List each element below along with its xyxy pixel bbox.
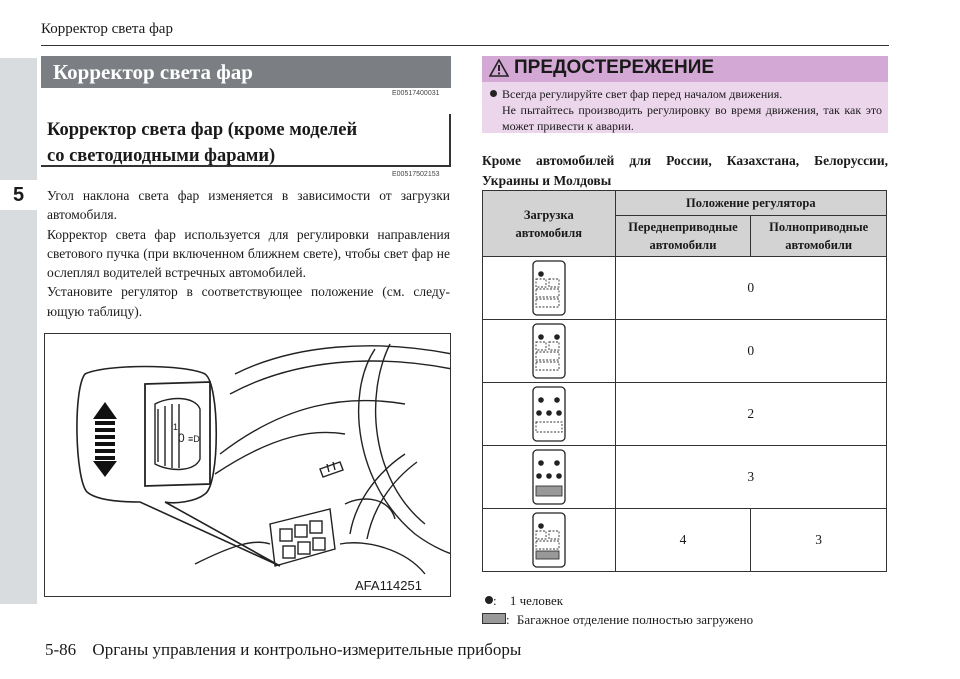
updown-arrow-icon bbox=[93, 402, 117, 477]
body-text bbox=[47, 186, 450, 321]
load-cell bbox=[483, 383, 616, 446]
warning-line2: Не пытайтесь производить регулировку во время движения, так как это может привести к аварии. bbox=[502, 103, 882, 133]
legend-person-text: 1 человек bbox=[509, 593, 564, 608]
warning-text bbox=[490, 86, 882, 134]
load-table bbox=[482, 190, 887, 572]
table-row bbox=[483, 509, 887, 572]
legend-person bbox=[482, 593, 563, 609]
load-cell bbox=[483, 257, 616, 320]
page-footer bbox=[45, 640, 521, 660]
position-value: 0 bbox=[615, 257, 886, 320]
person-dot-icon bbox=[485, 596, 493, 604]
page-number: 5-86 bbox=[45, 640, 77, 659]
header-rule bbox=[41, 45, 889, 46]
table-row bbox=[483, 320, 887, 383]
position-value-fwd: 4 bbox=[615, 509, 751, 572]
section-title: Корректор света фар bbox=[41, 56, 451, 88]
load-cell bbox=[483, 446, 616, 509]
svg-text:1: 1 bbox=[173, 422, 179, 432]
subsection-title-line2: со светодиодными фарами) bbox=[47, 146, 276, 166]
car-load-five-persons-cargo-icon bbox=[532, 449, 566, 505]
position-value: 2 bbox=[615, 383, 886, 446]
position-value-awd: 3 bbox=[751, 509, 887, 572]
warning-line1: Всегда регулируйте свет фар перед началом движения. bbox=[502, 87, 783, 101]
legend-cargo bbox=[482, 612, 753, 628]
bullet-icon bbox=[490, 90, 497, 97]
paragraph: Корректор света фар используется для регулировки направления светового пучка (при включенном ближнем свете), чтобы свет фар не ослеплял водителей встречных автомобилей. bbox=[47, 226, 450, 281]
dashboard-illustration bbox=[44, 333, 451, 597]
load-cell bbox=[483, 509, 616, 572]
col-fwd-header: Переднеприводные автомобили bbox=[615, 216, 751, 257]
table-row bbox=[483, 446, 887, 509]
position-value: 3 bbox=[615, 446, 886, 509]
col-position-header: Положение регулятора bbox=[615, 191, 886, 216]
col-load-header: Загрузка автомобиля bbox=[483, 191, 616, 257]
paragraph: Угол наклона света фар изменяется в зависимости от загрузки автомобиля. bbox=[47, 188, 450, 223]
subsection-title bbox=[47, 117, 427, 169]
illustration-code: AFA114251 bbox=[355, 578, 422, 593]
table-row bbox=[483, 383, 887, 446]
car-load-five-persons-icon bbox=[532, 386, 566, 442]
legend-person-marker: : bbox=[493, 593, 497, 608]
legend-cargo-marker: : bbox=[506, 612, 510, 627]
running-title: Корректор света фар bbox=[41, 21, 173, 37]
load-cell bbox=[483, 320, 616, 383]
dashboard-drawing bbox=[45, 334, 451, 597]
paragraph: Установите регулятор в соответствующее положение (см. следу-ющую таблицу). bbox=[47, 284, 450, 319]
section-code: E00517400031 bbox=[392, 90, 440, 97]
chapter-tab: 5 bbox=[0, 180, 37, 210]
warning-triangle-icon bbox=[489, 59, 509, 77]
position-value: 0 bbox=[615, 320, 886, 383]
subsection-title-line1: Корректор света фар (кроме моделей bbox=[47, 120, 358, 140]
chapter-strip bbox=[0, 58, 37, 604]
svg-text:0: 0 bbox=[178, 431, 185, 445]
warning-title: ПРЕДОСТЕРЕЖЕНИЕ bbox=[514, 57, 715, 78]
subsection-code: E00517502153 bbox=[392, 171, 440, 178]
svg-text:≡D: ≡D bbox=[188, 434, 200, 444]
legend-cargo-text: Багажное отделение полностью загружено bbox=[516, 612, 754, 627]
region-title: Кроме автомобилей для России, Казахстана, Белоруссии, Украины и Молдовы bbox=[482, 153, 888, 188]
cargo-fill-icon bbox=[482, 613, 506, 624]
car-load-driver-icon bbox=[532, 260, 566, 316]
col-awd-header: Полноприводные автомобили bbox=[751, 216, 887, 257]
footer-title: Органы управления и контрольно-измерительные приборы bbox=[92, 640, 522, 659]
car-load-front-two-icon bbox=[532, 323, 566, 379]
table-row bbox=[483, 257, 887, 320]
car-load-driver-cargo-icon bbox=[532, 512, 566, 568]
